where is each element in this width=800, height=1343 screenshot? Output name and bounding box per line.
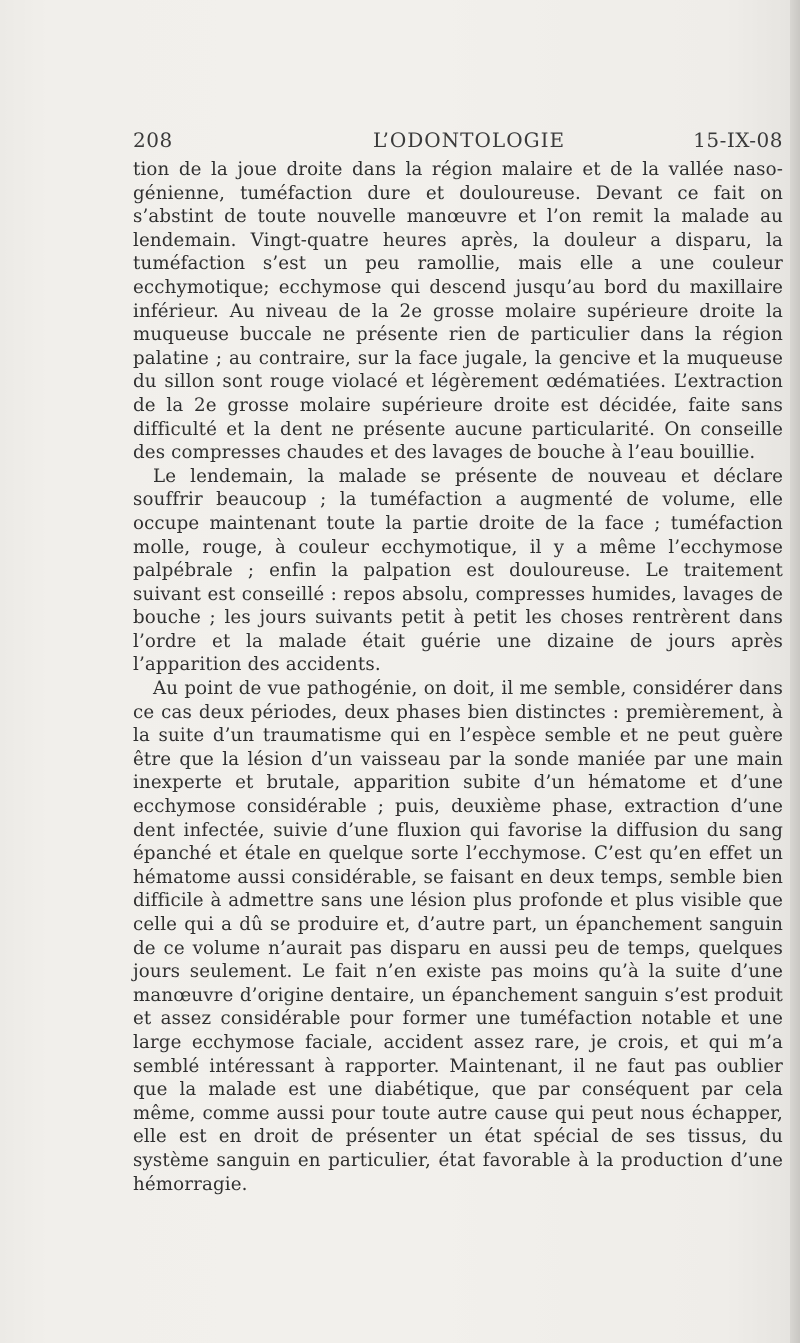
paragraph-second-visit: Le lendemain, la malade se présente de nouveau et déclare souffrir beaucoup ; la tuméfaction a augmenté de volume, elle occupe maintenant toute la partie droite de la face ; tuméfaction molle, rouge, à couleur ecchymotique, il y a même l’ecchymose palpébrale ; enfin la palpation est douloureuse. Le traitement suivant est conseillé : repos absolu, compresses humides, lavages de bouche ; les jours suivants petit à petit les choses rentrèrent dans l’ordre et la malade était guérie une dizaine de jours après l’apparition des accidents.: [133, 465, 783, 676]
running-title: L’ODONTOLOGIE: [373, 128, 566, 152]
paragraph-continuation: tion de la joue droite dans la région malaire et de la vallée naso-génienne, tuméfaction dure et douloureuse. Devant ce fait on s’abstint de toute nouvelle manœuvre et l’on remit la malade au lendemain. Vingt-quatre heures après, la douleur a disparu, la tuméfaction s’est un peu ramollie, mais elle a une couleur ecchymotique; ecchymose qui descend jusqu’au bord du maxillaire inférieur. Au niveau de la 2e grosse molaire supérieure droite la muqueuse buccale ne présente rien de particulier dans la région palatine ; au contraire, sur la face jugale, la gencive et la muqueuse du sillon sont rouge violacé et légèrement œdématiées. L’extraction de la 2e grosse molaire supérieure droite est décidée, faite sans difficulté et la dent ne présente aucune particularité. On conseille des compresses chaudes et des lavages de bouche à l’eau bouillie.: [133, 159, 783, 464]
issue-date: 15-IX-08: [693, 128, 783, 152]
body-text: [133, 158, 783, 1196]
page-header: [133, 128, 783, 158]
paragraph-pathogenesis: Au point de vue pathogénie, on doit, il me semble, considérer dans ce cas deux périodes, deux phases bien distinctes : premièrement, à la suite d’un traumatisme qui en l’espèce semble et ne peut guère être que la lésion d’un vaisseau par la sonde maniée par une main inexperte et brutale, apparition subite d’un hématome et d’une ecchymose considérable ; puis, deuxième phase, extraction d’une dent infectée, suivie d’une fluxion qui favorise la diffusion du sang épanché et étale en quelque sorte l’ecchymose. C’est qu’en effet un hématome aussi considérable, se faisant en deux temps, semble bien difficile à admettre sans une lésion plus profonde et plus visible que celle qui a dû se produire et, d’autre part, un épanchement sanguin de ce volume n’aurait pas disparu en aussi peu de temps, quelques jours seulement. Le fait n’en existe pas moins qu’à la suite d’une manœuvre d’origine dentaire, un épanchement sanguin s’est produit et assez considérable pour former une tuméfaction notable et une large ecchymose faciale, accident assez rare, je crois, et qui m’a semblé intéressant à rapporter. Maintenant, il ne faut pas oublier que la malade est une diabétique, que par conséquent par cela même, comme aussi pour toute autre cause qui peut nous échapper, elle est en droit de présenter un état spécial de ses tissus, du système sanguin en particulier, état favorable à la production d’une hémorragie.: [133, 678, 783, 1195]
page-number: 208: [133, 128, 173, 152]
page-edge: [790, 0, 800, 1343]
